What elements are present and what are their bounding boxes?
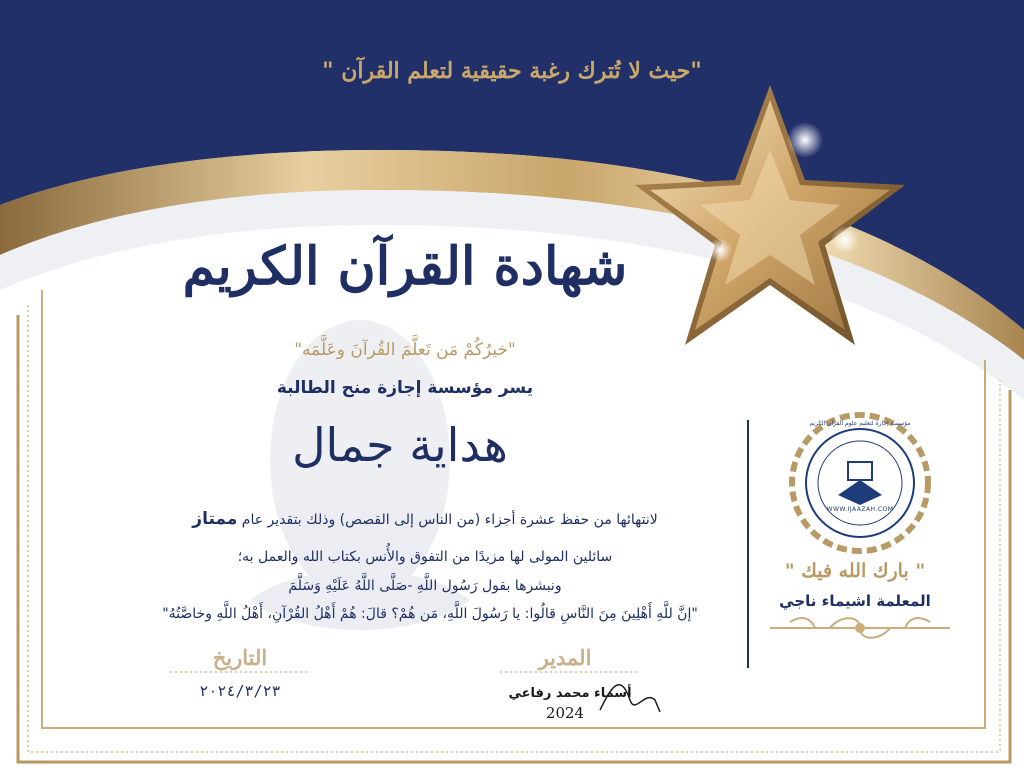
teacher-name: المعلمة اشيماء ناجي (779, 592, 931, 610)
ornament-divider (770, 618, 950, 638)
body-line-1-text: لانتهائها من حفظ عشرة أجزاء (من الناس إلى القصص) وذلك بتقدير عام (241, 512, 658, 528)
seal-url: WWW.IJAAZAH.COM (826, 506, 894, 513)
signature-year: 2024 (545, 704, 585, 722)
grade-value: ممتاز (192, 509, 238, 529)
certificate-title: شهادة القرآن الكريم (182, 236, 628, 297)
date-value: ٢٠٢٤/٣/٢٣ (199, 682, 281, 700)
student-name: هداية جمال (292, 418, 508, 472)
body-line-1 (120, 509, 730, 529)
institute-seal-icon (792, 415, 928, 551)
body-line-2: سائلين المولى لها مزيدًا من التفوق والأُنس بكتاب الله والعمل به؛ (237, 549, 613, 565)
date-label: التاريخ (212, 645, 268, 670)
seal-name: مؤسسة إجازة لتعليم علوم القرآن الكريم (809, 420, 911, 427)
director-signer: أسماء محمد رفاعي (508, 686, 632, 701)
director-label: المدير (538, 645, 592, 670)
institute-line: يسر مؤسسة إجازة منح الطالبة (276, 378, 534, 398)
hadith-quote: "خيرُكُمْ مَن تَعلَّمَ القُرآنَ وعَلَّمَه" (294, 340, 516, 360)
blessing-text: " بارك الله فيك " (784, 560, 926, 582)
slogan-text: "حيث لا تُترك رغبة حقيقية لتعلم القرآن " (322, 58, 702, 84)
body-line-3: ونبشرها بقول رَسُول اللَّهِ -صَلَّى اللَّهُ عَلَيْهِ وَسَلَّمَ (288, 578, 562, 594)
body-line-4: "إنَّ للَّهِ أَهْلِينَ مِنَ النَّاسِ قالُوا: يا رَسُولَ اللَّهِ، مَن هُمْ؟ قالَ: هُمْ أَهْلُ القُرْآنِ، أَهْلُ اللَّهِ وخاصَّتُهُ" (162, 606, 698, 622)
